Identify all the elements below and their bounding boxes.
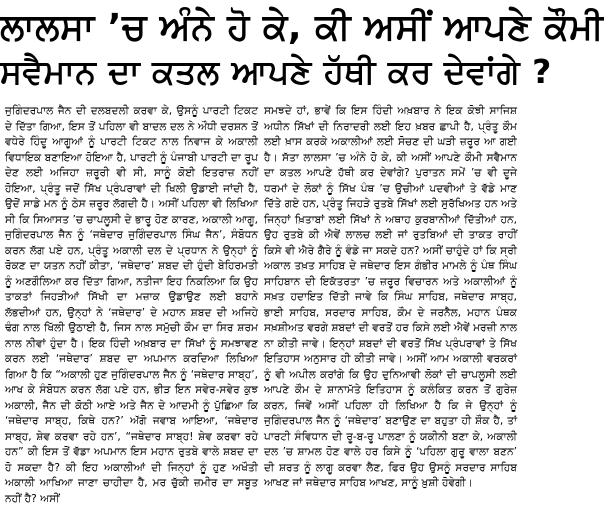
article-column-right xyxy=(264,104,517,522)
column-divider xyxy=(261,104,262,522)
article-text-right: ਸਮਝਦੇ ਹਾਂ, ਭਾਵੇਂ ਕਿ ਇਸ ਹਿੰਦੀ ਅਖ਼ਬਾਰ ਨੇ ਇਕ ਕੋਝੀ ਸਾਜਿਸ਼ ਅਧੀਨ ਸਿੱਖਾਂ ਦੀ ਨਿਰਾਦਰੀ ਲਈ ਇਹ ਖ਼ਬਰ ਛਾਪੀ ਹੈ, ਪ੍ਰੰਤੂ ਕੌਮ ਲਈ ਖ਼ਾਸ ਕਰਕੇ ਅਕਾਲੀਆਂ ਲਈ ਸੋਚਣ ਦੀ ਘੜੀ ਜ਼ਰੂਰ ਆ ਗਈ ਹੈ। ਸੱਤਾ ਲਾਲਸਾ ’ਚ ਅੰਨੇ ਹੋ ਕੇ, ਕੀ ਅਸੀਂ ਆਪਣੇ ਕੌਮੀ ਸਵੈਮਾਨ ਦਾ ਕਤਲ ਆਪਣੇ ਹੱਥੀ ਕਰ ਦੇਵਾਂਗੇ? ਪੁਰਾਤਨ ਸਮੇਂ ’ਚ ਵੀ ਦੂਜੇ ਧਰਮਾਂ ਦੇ ਲੋਕਾਂ ਨੂੰ ਸਿੱਖ ਪੰਥ ’ਚ ਉਚੀਆਂ ਪਦਵੀਆਂ ਤੇ ਵੱਡੇ ਮਾਣ ਦਿੱਤੇ ਗਏ ਹਨ, ਪ੍ਰੰਤੂ ਜਿਹੜੇ ਰੁਤਬੇ ਸਿੱਖਾਂ ਲਈ ਸੁਰੱਖਿਅਤ ਹਨ ਅਤੇ ਜਿਨ੍ਹਾਂ ਖ਼ਿਤਾਬਾਂ ਲਈ ਸਿੱਖਾਂ ਨੇ ਅਥਾਹ ਕੁਰਬਾਨੀਆਂ ਦਿੱਤੀਆਂ ਹਨ, ਉਹ ਰੁਤਬੇ ਕੀ ਐਵੇਂ ਲਾਲਚ ਲਈ ਜਾਂ ਰੁਤਬਿਆਂ ਦੀ ਤਾਕਤ ਰਾਹੀਂ ਕਿਸੇ ਵੀ ਐਰੇ ਗੈਰੇ ਨੂੰ ਵੰਡੇ ਜਾ ਸਕਦੇ ਹਨ? ਅਸੀਂ ਚਾਹੁੰਦੇ ਹਾਂ ਕਿ ਸ੍ਰੀ ਅਕਾਲ ਤਖ਼ਤ ਸਾਹਿਬ ਦੇ ਜਥੇਦਾਰ ਇਸ ਗੰਭੀਰ ਮਾਮਲੇ ਨੂੰ ਪੰਥ ਸਿੰਘ ਸਾਹਿਬਾਨ ਦੀ ਇਕੱਤਰਤਾ ’ਚ ਜ਼ਰੂਰ ਵਿਚਾਰਨ ਅਤੇ ਅਕਾਲੀਆਂ ਨੂੰ ਸਖ਼ਤ ਹਦਾਇਤ ਦਿੱਤੀ ਜਾਵੇ ਕਿ ਸਿੰਘ ਸਾਹਿਬ, ਜਥੇਦਾਰ ਸਾਬ੍ਹ, ਭਾਈ ਸਾਹਿਬ, ਸਰਦਾਰ ਸਾਹਿਬ, ਕੌਮ ਦੇ ਜਰਨੈਲ, ਮਹਾਨ ਪੰਥਕ ਸਖ਼ਸ਼ੀਅਤ ਵਰਗੇ ਸ਼ਬਦਾਂ ਦੀ ਵਰਤੋਂ ਹਰ ਕਿਸੇ ਲਈ ਐਵੇਂ ਮਰਜ਼ੀ ਨਾਲ ਨਾ ਕੀਤੀ ਜਾਵੇ। ਇਨ੍ਹਾਂ ਸ਼ਬਦਾਂ ਦੀ ਵਰਤੋਂ ਸਿੱਖ ਪ੍ਰੰਪਰਾਵਾਂ ਤੇ ਸਿੱਖ ਇਤਿਹਾਸ ਅਨੁਸਾਰ ਹੀ ਕੀਤੀ ਜਾਵੇ। ਅਸੀਂ ਆਮ ਅਕਾਲੀ ਵਰਕਰਾਂ ਨੂੰ ਵੀ ਅਪੀਲ ਕਰਾਂਗੇ ਕਿ ਉਹ ਦੁਨਿਆਵੀ ਲੋਕਾਂ ਦੀ ਚਾਪਲੂਸੀ ਲਈ ਆਪਣੇ ਕੌਮ ਦੇ ਸ਼ਾਨਾਮੱਤੇ ਇਤਿਹਾਸ ਨੂੰ ਕਲੰਕਿਤ ਕਰਨ ਤੋਂ ਗੁਰੇਜ਼ ਕਰਨ, ਜਿਵੇਂ ਅਸੀਂ ਪਹਿਲਾ ਹੀ ਲਿਖਿਆ ਹੈ ਕਿ ਜੇ ਉਨ੍ਹਾਂ ਨੂੰ ਜੁਗਿੰਦਰਪਾਲ ਜੈਨ ਨੂੰ ‘ਜਥੇਦਾਰ’ ਬਣਾਉਣ ਦਾ ਬਹੁਤਾ ਹੀ ਸ਼ੌਕ ਹੈ, ਤਾਂ ਪਾਰਟੀ ਸੰਵਿਧਾਨ ਦੀ ਰੂ-ਬ-ਰੂ ਪਾਲਣਾ ਨੂੰ ਯਕੀਨੀ ਬਣਾ ਕੇ, ਅਕਾਲੀ ਦਲ ’ਚ ਸ਼ਾਮਲ ਹੋਣ ਵਾਲੇ ਹਰ ਕਿਸੇ ਨੂੰ ‘ਪਹਿਲਾ ਗੁਰੂ ਵਾਲਾ ਬਣਨ’ ਦੀ ਸ਼ਰਤ ਨੂੰ ਲਾਗੂ ਕਰਵਾ ਲੈਣ, ਫਿਰ ਉਹ ਉਸਨੂੰ ਸਰਦਾਰ ਸਾਹਿਬ ਆਖਣ ਜਾਂ ਜਥੇਦਾਰ ਸਾਹਿਬ ਆਖਣ, ਸਾਨੂੰ ਖ਼ੁਸ਼ੀ ਹੋਵੇਗੀ। xyxy=(264,105,517,489)
article-column-left xyxy=(5,104,258,522)
article-body xyxy=(5,104,517,522)
headline-line-1: ਲਾਲਸਾ ’ਚ ਅੰਨੇ ਹੋ ਕੇ, ਕੀ ਅਸੀਂ ਆਪਣੇ ਕੌਮੀ xyxy=(0,7,604,48)
headline-line-2: ਸਵੈਮਾਨ ਦਾ ਕਤਲ ਆਪਣੇ ਹੱਥੀ ਕਰ ਦੇਵਾਂਗੇ ? xyxy=(0,52,552,91)
article-text-left: ਜੁਗਿੰਦਰਪਾਲ ਜੈਨ ਦੀ ਦਲਬਦਲੀ ਕਰਵਾ ਕੇ, ਉਸਨੂੰ ਪਾਰਟੀ ਟਿਕਟ ਦੇ ਦਿੱਤਾ ਗਿਆ, ਇਸ ਤੋਂ ਪਹਿਲਾ ਵੀ ਬਾਦਲ ਦਲ ਨੇ ਔਧੀ ਦਰਸ਼ਨ ਤੋਂ ਵਧੇਰੇ ਹਿੰਦੂ ਆਗੂਆਂ ਨੂੰ ਪਾਰਟੀ ਟਿਕਟ ਨਾਲ ਨਿਵਾਜ ਕੇ ਅਕਾਲੀ ਵਿਧਾਇਕ ਬਣਾਇਆ ਹੋਇਆ ਹੈ, ਪਾਰਟੀ ਨੂੰ ਪੰਜਾਬੀ ਪਾਰਟੀ ਦਾ ਰੂਪ ਦੇਣ ਲਈ ਅਜਿਹਾ ਜ਼ਰੂਰੀ ਵੀ ਸੀ, ਸਾਨੂੰ ਕੋਈ ਇਤਰਾਜ਼ ਨਹੀਂ ਹੋਇਆ, ਪ੍ਰੰਤੂ ਜਦੋਂ ਸਿੱਖ ਪ੍ਰੰਪਰਾਵਾਂ ਦੀ ਖਿਲੀ ਉਡਾਈ ਜਾਂਦੀ ਹੈ, ਉਦੋਂ ਸਾਡੇ ਮਨ ਨੂੰ ਠੇਸ ਜ਼ਰੂਰ ਲੱਗਦੀ ਹੈ। ਅਸੀਂ ਪਹਿਲਾ ਵੀ ਲਿਖਿਆ ਸੀ ਕਿ ਸਿਆਸਤ ’ਚ ਚਾਪਲੂਸੀ ਦੇ ਭਾਰੂ ਹੋਣ ਕਾਰਣ, ਅਕਾਲੀ ਆਗੂ, ਜੁਗਿੰਦਰਪਾਲ ਜੈਨ ਨੂੰ ‘ਜਥੇਦਾਰ ਜੁਗਿੰਦਰਪਾਲ ਸਿੰਘ ਜੈਨ’, ਸੰਬੋਧਨ ਕਰਨ ਲੱਗ ਪਏ ਹਨ, ਪ੍ਰੰਤੂ ਅਕਾਲੀ ਦਲ ਦੇ ਪ੍ਰਧਾਨ ਨੇ ਉਨ੍ਹਾਂ ਨੂੰ ਰੋਕਣ ਦਾ ਯਤਨ ਨਹੀਂ ਕੀਤਾ, ‘ਜਥੇਦਾਰ’ ਸ਼ਬਦ ਦੀ ਹੁੰਦੀ ਬੇਹਿਰਮਤੀ ਨੂੰ ਅਣਗੌਲਿਆ ਕਰ ਦਿੱਤਾ ਗਿਆ, ਨਤੀਜਾ ਇਹ ਨਿਕਲਿਆ ਕਿ ਉਹ ਤਾਕਤਾਂ ਜਿਹੜੀਆਂ ਸਿੱਖੀ ਦਾ ਮਜ਼ਾਕ ਉਡਾਉਣ ਲਈ ਬਹਾਨੇ ਲੱਭਦੀਆਂ ਹਨ, ਉਨ੍ਹਾਂ ਨੇ ‘ਜਥੇਦਾਰ’ ਦੇ ਮਹਾਨ ਸ਼ਬਦ ਦੀ ਅਜਿਹੇ ਢੰਗ ਨਾਲ ਖਿੱਲੀ ਉਠਾਈ ਹੈ, ਜਿਸ ਨਾਲ ਸਮੁੱਚੀ ਕੌਮ ਦਾ ਸਿਰ ਸ਼ਰਮ ਨਾਲ ਨੀਵਾਂ ਹੁੰਦਾ ਹੈ। ਇਕ ਹਿੰਦੀ ਅਖ਼ਬਾਰ ਦਾ ਸਿੱਖਾਂ ਨੂੰ ਸਮਝਾਵਣ ਕਰਨ ਲਈ ‘ਜਥੇਦਾਰ’ ਸ਼ਬਦ ਦਾ ਅਪਮਾਨ ਕਰਦਿਆ ਲਿਖਿਆ ਗਿਆ ਹੈ ਕਿ “ਅਕਾਲੀ ਹੁਣ ਜੁਗਿੰਦਰਪਾਲ ਜੈਨ ਨੂੰ ‘ਜਥੇਦਾਰ ਸਾਬ੍ਹ’, ਆਖ ਕੇ ਸੰਬੋਧਨ ਕਰਨ ਲੱਗ ਪਏ ਹਨ, ਭੀੜ ਇਨ ਸਵੇਰ-ਸਵੇਰ ਕੁਝ ਅਕਾਲੀ, ਜੈਨ ਦੀ ਕੋਠੀ ਆਏ ਅਤੇ ਜੈਨ ਦੇ ਆਦਮੀ ਨੂੰ ਪੁੱਛਿਆ ਕਿ ‘ਜਥੇਦਾਰ ਸਾਬ੍ਹ, ਕਿਥੇ ਹਨ?’ ਅੱਗੋ ਜਵਾਬ ਆਇਆ, ‘ਜਥੇਦਾਰ ਸਾਬ੍ਹ, ਸ਼ੇਵ ਕਰਵਾ ਰਹੇ ਹਨ’, “ਜਥੇਦਾਰ ਸਾਬ੍ਹ! ਸ਼ੇਵ ਕਰਵਾ ਰਹੇ ਹਨ” ਕੀ ਇਸ ਤੋਂ ਵੱਡਾ ਅਪਮਾਨ ਇਸ ਮਹਾਨ ਰੁਤਬੇ ਵਾਲੇ ਸ਼ਬਦ ਦਾ ਹੋ ਸਕਦਾ ਹੈ? ਕੀ ਇਹ ਅਕਾਲੀਆਂ ਦੀ ਜਿਨ੍ਹਾਂ ਨੂੰ ਹੁਣ ਅਖੌਤੀ ਅਕਾਲੀ ਆਖਿਆ ਜਾਣਾ ਚਾਹੀਦਾ ਹੈ, ਮਰ ਚੁੱਕੀ ਜ਼ਮੀਰ ਦਾ ਸਬੂਤ ਨਹੀਂ ਹੈ? ਅਸੀਂ xyxy=(5,105,258,505)
